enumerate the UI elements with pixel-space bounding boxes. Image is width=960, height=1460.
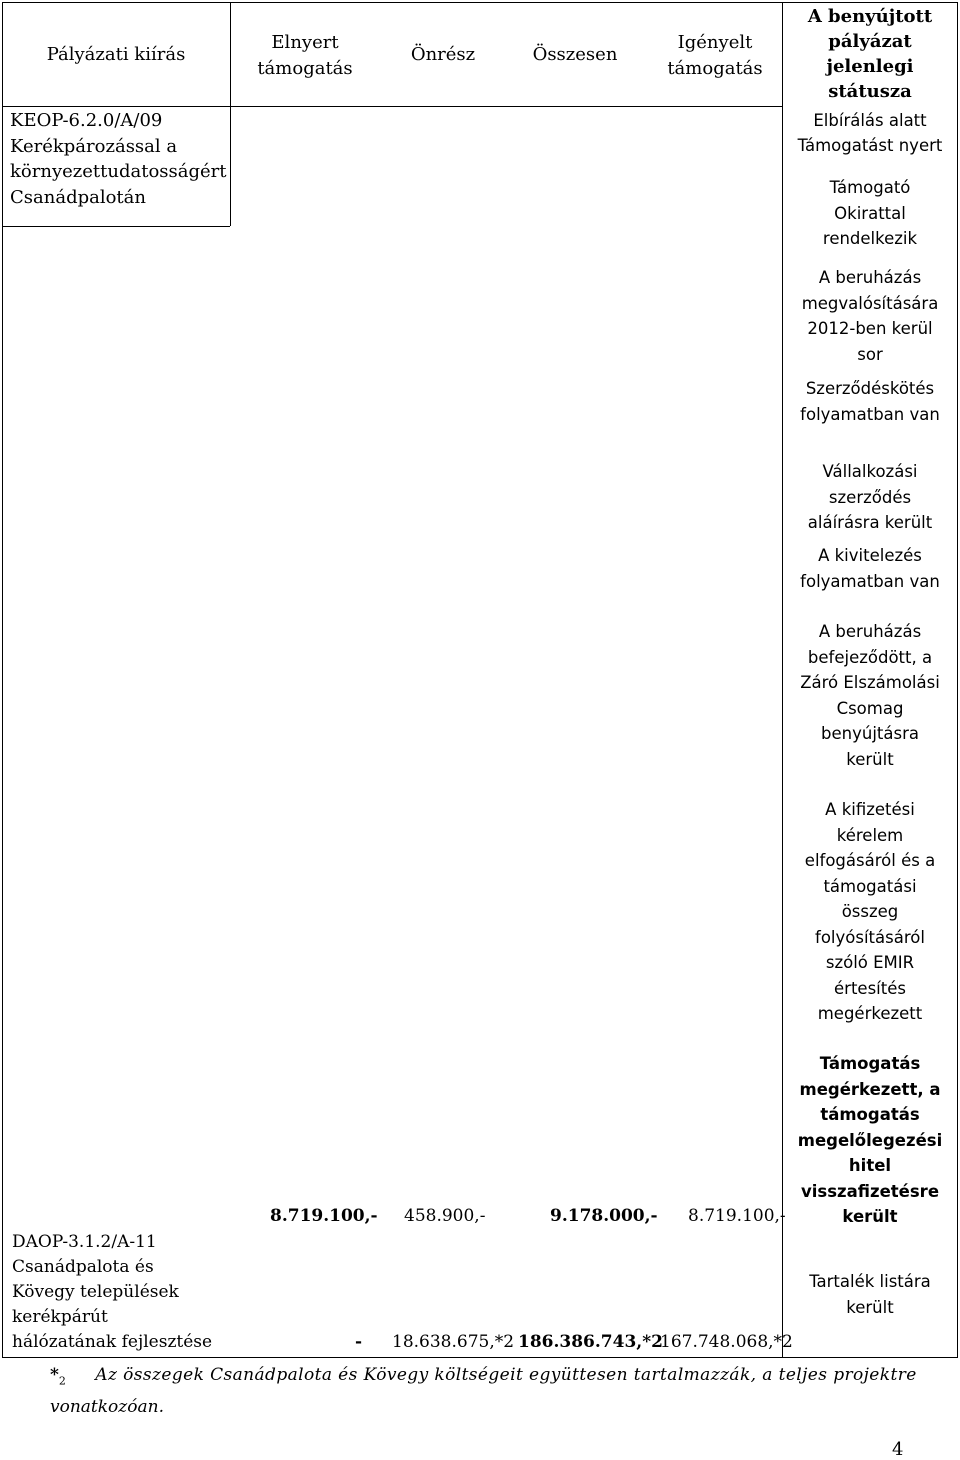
footnote-line1: Az összegek Csanádpalota és Kövegy költségeit együttesen tartalmazzák, a teljes projektre — [95, 1365, 917, 1385]
footnote-marker: * — [50, 1365, 59, 1385]
status-9-line9: megérkezett — [817, 1004, 923, 1023]
status-10-line4: megelőlegezési — [797, 1130, 943, 1150]
row2-osszesen: 186.386.743,*2 — [518, 1332, 663, 1352]
status-5 — [782, 376, 958, 427]
status-3-line1: Támogató — [829, 178, 911, 197]
status-10-line1: Támogatás — [819, 1054, 921, 1073]
row1-title-line2: Kerékpározással a — [10, 135, 178, 157]
header-row-divider — [2, 106, 782, 107]
status-9-line6: folyósításáról — [815, 927, 925, 947]
status-9-line8: értesítés — [834, 978, 906, 998]
header-statusz — [782, 4, 958, 104]
status-6-line1: Vállalkozási — [822, 462, 918, 481]
header-osszesen — [520, 42, 630, 68]
header-statusz-line4: státusza — [828, 81, 912, 102]
status-5-line2: folyamatban van — [800, 404, 940, 424]
row1-igenyelt: 8.719.100,- — [688, 1206, 786, 1226]
status-9 — [782, 797, 958, 1027]
status-4-line3: 2012-ben kerül — [807, 319, 933, 338]
status-10-line6: visszafizetésre — [800, 1181, 940, 1201]
status-8-line5: benyújtásra — [821, 724, 919, 743]
status-10-line5: hitel — [848, 1156, 892, 1175]
row2-title-line3: Kövegy települések — [12, 1282, 179, 1302]
row1-title-line3: környezettudatosságért — [10, 161, 227, 182]
row2-title — [12, 1230, 212, 1355]
status-4-line2: megvalósítására — [801, 293, 939, 313]
row1-osszesen: 9.178.000,- — [550, 1206, 658, 1226]
header-statusz-line1: A benyújtott — [807, 6, 933, 27]
status-3-line2: Okirattal — [834, 203, 906, 223]
status-9-line4: támogatási — [823, 876, 917, 896]
header-osszesen-text: Összesen — [532, 44, 618, 65]
footnote-marker-sub: 2 — [58, 1374, 66, 1388]
status-6-line2: szerződés — [828, 487, 912, 507]
row2-title-line5: hálózatának fejlesztése — [12, 1332, 213, 1352]
status-8-line4: Csomag — [836, 698, 904, 718]
header-igenyelt-line1: Igényelt — [677, 32, 753, 53]
status-2 — [782, 133, 958, 159]
row2-title-line2: Csanádpalota és — [12, 1257, 154, 1277]
row1-title-box-bottom — [2, 226, 230, 227]
status-3 — [782, 175, 958, 252]
row1-title-line4: Csanádpalotán — [10, 186, 146, 208]
row1-title-line1: KEOP-6.2.0/A/09 — [10, 110, 163, 131]
header-kiiras — [4, 42, 228, 68]
status-3-line3: rendelkezik — [822, 229, 918, 248]
footnote — [50, 1362, 917, 1420]
header-elnyert — [240, 30, 370, 82]
status-11-line1: Tartalék listára — [809, 1272, 931, 1291]
header-onresz-text: Önrész — [410, 44, 476, 65]
header-igenyelt-line2: támogatás — [667, 58, 763, 79]
header-statusz-line3: jelenlegi — [826, 56, 914, 77]
status-9-line1: A kifizetési — [825, 800, 915, 819]
header-elnyert-line1: Elnyert — [271, 32, 339, 53]
status-4-line1: A beruházás — [818, 268, 922, 287]
status-9-line5: összeg — [841, 902, 899, 921]
status-10 — [782, 1051, 958, 1230]
status-1 — [782, 108, 958, 134]
status-7-line2: folyamatban van — [800, 571, 940, 591]
status-10-line7: került — [842, 1207, 898, 1226]
status-8-line2: befejeződött, a — [807, 647, 933, 667]
status-6 — [782, 459, 958, 536]
column-divider-1 — [230, 2, 231, 106]
row2-title-line1: DAOP-3.1.2/A-11 — [12, 1232, 157, 1252]
header-kiiras-text: Pályázati kiírás — [46, 44, 186, 65]
status-9-line2: kérelem — [836, 825, 904, 845]
status-5-line1: Szerződéskötés — [805, 379, 935, 398]
page-number: 4 — [892, 1439, 904, 1460]
status-4 — [782, 265, 958, 367]
status-10-line3: támogatás — [820, 1105, 920, 1124]
header-elnyert-line2: támogatás — [257, 58, 353, 79]
row2-onresz: 18.638.675,*2 — [392, 1332, 515, 1352]
status-8-line3: Záró Elszámolási — [800, 673, 940, 692]
status-8-line1: A beruházás — [818, 622, 922, 641]
footnote-line2: vonatkozóan. — [50, 1397, 164, 1418]
row2-title-line4: kerékpárút — [12, 1307, 108, 1327]
status-10-line2: megérkezett, a — [799, 1079, 941, 1099]
status-7-line1: A kivitelezés — [818, 546, 922, 565]
header-igenyelt — [650, 30, 780, 82]
column-divider-left-box — [230, 106, 231, 226]
status-2-line1: Támogatást nyert — [797, 136, 943, 155]
row1-onresz: 458.900,- — [404, 1206, 486, 1226]
status-11 — [782, 1269, 958, 1320]
header-statusz-line2: pályázat — [828, 31, 912, 52]
status-4-line4: sor — [857, 344, 883, 364]
status-11-line2: került — [846, 1297, 894, 1317]
row1-elnyert: 8.719.100,- — [270, 1206, 378, 1226]
status-8 — [782, 619, 958, 772]
status-8-line6: került — [846, 749, 894, 769]
status-7 — [782, 543, 958, 594]
header-onresz — [388, 42, 498, 68]
status-9-line7: szóló EMIR — [825, 953, 915, 972]
row2-elnyert: - — [355, 1332, 363, 1352]
row1-title — [10, 108, 227, 210]
status-6-line3: aláírásra került — [807, 513, 933, 532]
row2-igenyelt: 167.748.068,*2 — [660, 1332, 793, 1352]
status-9-line3: elfogásáról és a — [804, 851, 936, 870]
status-1-line1: Elbírálás alatt — [813, 111, 927, 130]
